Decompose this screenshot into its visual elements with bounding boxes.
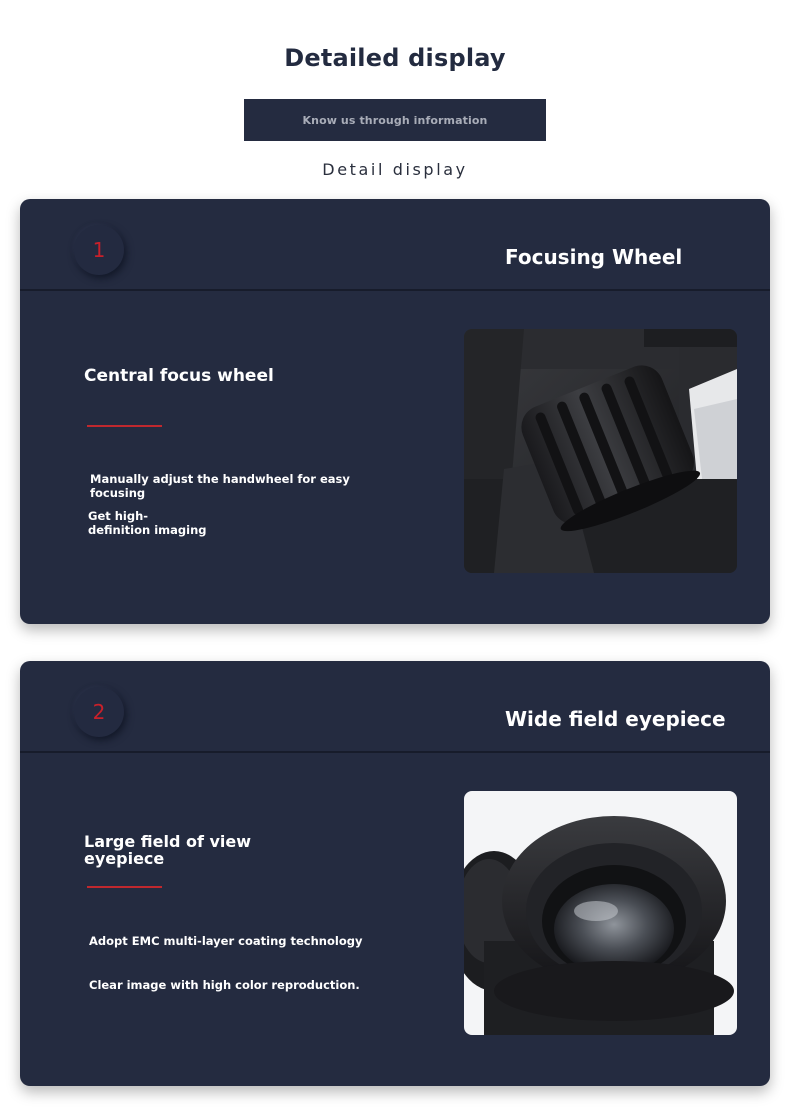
eyepiece-photo	[464, 791, 737, 1035]
page-subtitle: Detail display	[322, 160, 468, 179]
accent-underline	[87, 886, 162, 888]
section-number-badge	[74, 225, 124, 275]
feature-title: Central focus wheel	[84, 366, 274, 386]
eyepiece-image	[464, 791, 737, 1035]
feature-description: Clear image with high color reproduction.	[89, 978, 360, 992]
section-title: Focusing Wheel	[505, 245, 683, 269]
page-title: Detailed display	[284, 44, 506, 72]
section-title: Wide field eyepiece	[505, 707, 726, 731]
feature-description: Adopt EMC multi-layer coating technology	[89, 934, 363, 948]
feature-title: Large field of view eyepiece	[84, 832, 252, 868]
section-number: 2	[92, 700, 106, 724]
info-banner-label: Know us through information	[302, 113, 488, 127]
detail-card-wide-field-eyepiece	[20, 661, 770, 1086]
focus-wheel-image	[464, 329, 737, 573]
detail-card-focusing-wheel	[20, 199, 770, 624]
focus-wheel-photo	[464, 329, 737, 573]
info-banner	[244, 99, 546, 141]
accent-underline	[87, 425, 162, 427]
section-number-badge	[74, 687, 124, 737]
feature-description: Get high-definition imaging	[88, 509, 207, 537]
section-number: 1	[92, 238, 106, 262]
section-divider	[20, 289, 770, 291]
section-divider	[20, 751, 770, 753]
feature-description: Manually adjust the handwheel for easy focusing	[90, 472, 350, 500]
